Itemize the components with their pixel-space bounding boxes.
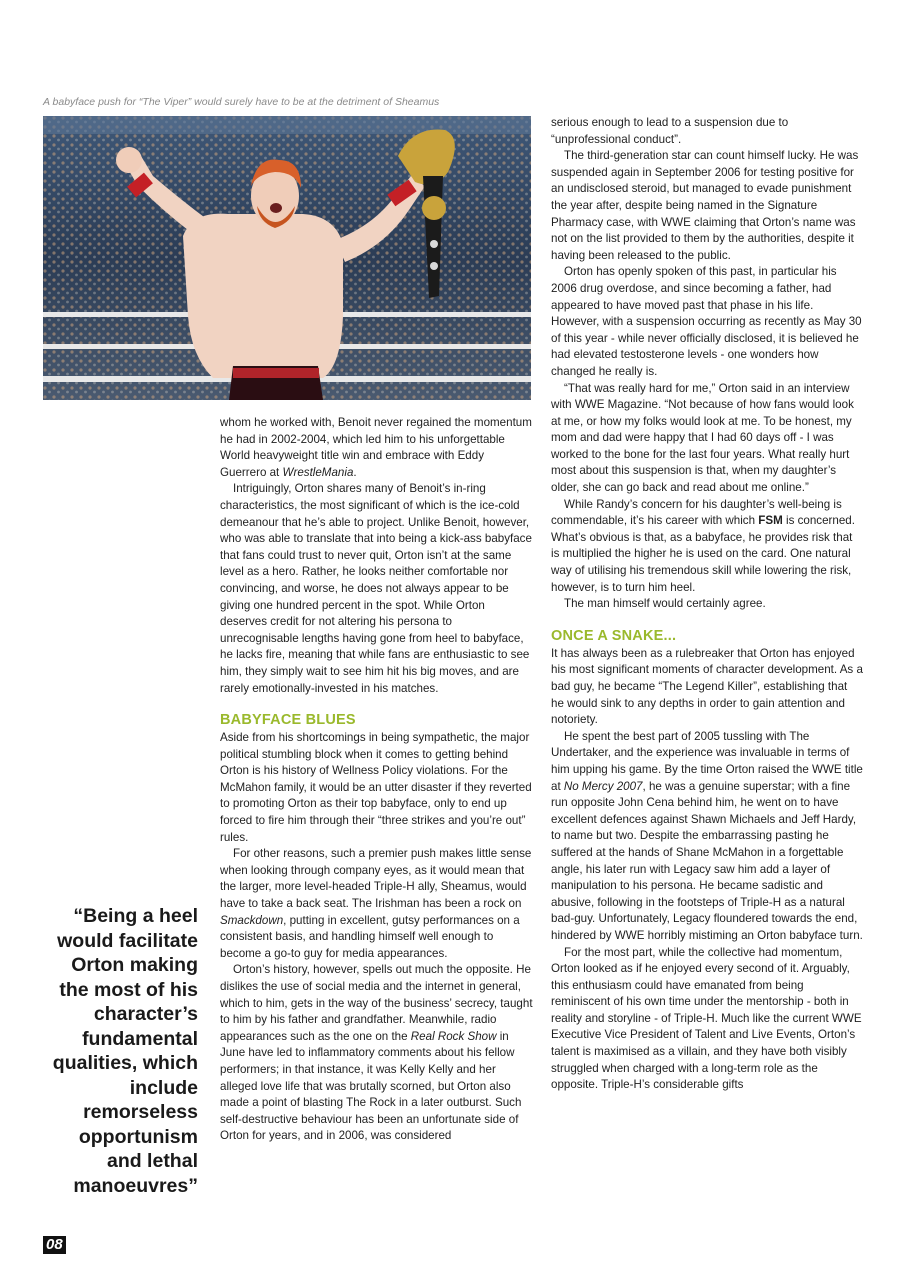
paragraph-text: The man himself would certainly agree. xyxy=(564,597,766,611)
paragraph-text: Intriguingly, Orton shares many of Benoit’s in-ring characteristics, the most significant of which is the ice-cold demeanour that he’s able to project. Unlike Benoit, however, who was able to translate that into being a kick-ass babyface that fans could trust to never quit, Orton isn’t at the same level as a hero. Rather, he looks neither comfortable nor convincing, and worse, he does not always appear to be giving one hundred percent in the spot. While Orton deserves credit for not altering his persona to unrecognisable lengths having gone from heel to babyface, he lacks fire, meaning that while fans are enthusiastic to see him, they simply wait to see him hit his big moves, and are rarely emotionally-invested in his matches. xyxy=(220,482,532,695)
paragraph-text: whom he worked with, Benoit never regained the momentum he had in 2002-2004, which led him to his unforgettable World heavyweight title win and embrace with Eddy Guerrero at xyxy=(220,416,532,479)
page-number: 08 xyxy=(43,1236,66,1254)
paragraph-text: He spent the best part of 2005 tussling with The Undertaker, and the experience was invaluable in terms of him upping his game. By the time Orton raised the WWE title at xyxy=(551,729,863,793)
left-text-column xyxy=(220,415,533,1145)
paragraph-text: “That was really hard for me,” Orton said in an interview with WWE Magazine. “Not because of how fans would look at me, or how my folks would look at me. To be honest, my mom and dad were happy that I had 60 days off - I was worked to the bone for the last four years. What really hurt most about this suspension is that, when my daughter’s older, she can go back and read about me online.” xyxy=(551,381,854,495)
paragraph-text: For the most part, while the collective had momentum, Orton looked as if he enjoyed every second of it. Arguably, this enthusiasm could have emanated from being reminiscent of his own time under the mentorship - both in reality and storyline - of Triple-H. Much like the current WWE Executive Vice President of Talent and Live Events, Orton’s talent is maximised as a villain, and they have both visibly struggled when charged with a long-term role as the opposite. Triple-H’s considerable gifts xyxy=(551,945,862,1092)
paragraph-text: Aside from his shortcomings in being sympathetic, the major political stumbling block when it comes to getting behind Orton is his history of Wellness Policy violations. For the McMahon family, it would be an utter disaster if they reverted to promoting Orton as their top babyface, only to end up forced to fire him through their “three strikes and you’re out” rules. xyxy=(220,731,532,844)
body-paragraph xyxy=(551,497,863,597)
paragraph-text: The third-generation star can count himself lucky. He was suspended again in September 2006 for testing positive for an undisclosed steroid, but managed to evade punishment the year after, despite being named in the Signature Pharmacy case, with WWE claiming that Orton’s name was not on the list provided to them by the authorities, despite it having been released to the public. xyxy=(551,149,859,262)
italic-text: No Mercy 2007 xyxy=(563,779,643,793)
body-paragraph xyxy=(551,264,863,380)
section-heading: BABYFACE BLUES xyxy=(220,712,356,729)
body-paragraph xyxy=(220,730,533,846)
body-paragraph xyxy=(551,596,863,613)
paragraph-text: . xyxy=(353,465,357,479)
wrestler-photo xyxy=(43,116,531,400)
body-paragraph xyxy=(220,846,533,962)
italic-text: Real Rock Show xyxy=(410,1029,497,1043)
body-paragraph xyxy=(551,115,863,148)
paragraph-text: While Randy’s concern for his daughter’s well-being is commendable, it’s his career with which xyxy=(551,497,842,528)
body-paragraph xyxy=(551,381,863,497)
paragraph-text: Orton’s history, however, spells out much the opposite. He dislikes the use of social media and the internet in general, which to him, gets in the way of the business’ secrecy, taught to him by his father and grandfather. Meanwhile, radio appearances such as the one on the xyxy=(220,963,533,1043)
italic-text: WrestleMania xyxy=(282,465,354,479)
body-paragraph xyxy=(551,148,863,264)
body-paragraph xyxy=(220,962,533,1145)
paragraph-text: , putting in excellent, gutsy performances on a consistent basis, and handling himself well enough to become a go-to guy for media appearances. xyxy=(220,913,520,960)
body-paragraph xyxy=(551,646,863,729)
paragraph-text: serious enough to lead to a suspension due to “unprofessional conduct”. xyxy=(551,116,789,146)
body-paragraph xyxy=(220,415,533,481)
paragraph-text: is concerned. What’s obvious is that, as a babyface, he provides risk that is multiplied the higher he is used on the card. One natural way of utilising his tremendous skill while lowering the risk, however, is to turn him heel. xyxy=(551,514,855,594)
body-paragraph xyxy=(551,945,863,1094)
right-text-column xyxy=(551,115,863,1094)
paragraph-text: , he was a genuine superstar; with a fine run opposite John Cena behind him, he went on to have excellent defences against Shawn Michaels and Jeff Hardy, to name but two. Despite the embarrassing pasting he suffered at the hands of Shane McMahon in a forgettable angle, his later run with Legacy saw him add a layer of manipulation to his persona. He became sadistic and abusive, following in the footsteps of Triple-H as a natural bad-guy. Unfortunately, Legacy floundered towards the end, hindered by WWE horribly mistiming an Orton babyface turn. xyxy=(551,779,863,942)
body-paragraph xyxy=(220,481,533,697)
paragraph-text: Orton has openly spoken of this past, in particular his 2006 drug overdose, and since becoming a father, had appeared to have moved past that phase in his life. However, with a suspension occurring as recently as May 30 of this year - while never officially disclosed, it is believed he had elevated testosterone levels - one wonders how changed he really is. xyxy=(551,265,862,378)
photo-caption: A babyface push for “The Viper” would surely have to be at the detriment of Sheamus xyxy=(43,96,440,108)
body-paragraph xyxy=(551,729,863,945)
paragraph-text: It has always been as a rulebreaker that Orton has enjoyed his most significant moments of character development. As a bad guy, he became “The Legend Killer”, establishing that he would sink to any depths in order to gain attention and notoriety. xyxy=(551,646,863,727)
pull-quote: “Being a heel would facilitate Orton making the most of his character’s fundamental qualities, which include remorseless opportunism and lethal manoeuvres” xyxy=(52,905,198,1197)
paragraph-text: in June have led to inflammatory comments about his fellow performers; in that instance, it was Kelly Kelly and her alleged love life that was brutally scorned, but Orton also made a point of blasting The Rock in a later outburst. Such self-destructive behaviour has been an unfortunate side of Orton for years, and in 2006, was considered xyxy=(220,1029,522,1143)
italic-text: Smackdown xyxy=(220,913,284,927)
bold-text: FSM xyxy=(758,514,783,528)
paragraph-text: For other reasons, such a premier push makes little sense when looking through company eyes, as it would mean that the larger, more level-headed Triple-H ally, Sheamus, would have to take a back seat. The Irishman has been a rock on xyxy=(220,847,532,911)
section-heading: ONCE A SNAKE... xyxy=(551,627,677,644)
